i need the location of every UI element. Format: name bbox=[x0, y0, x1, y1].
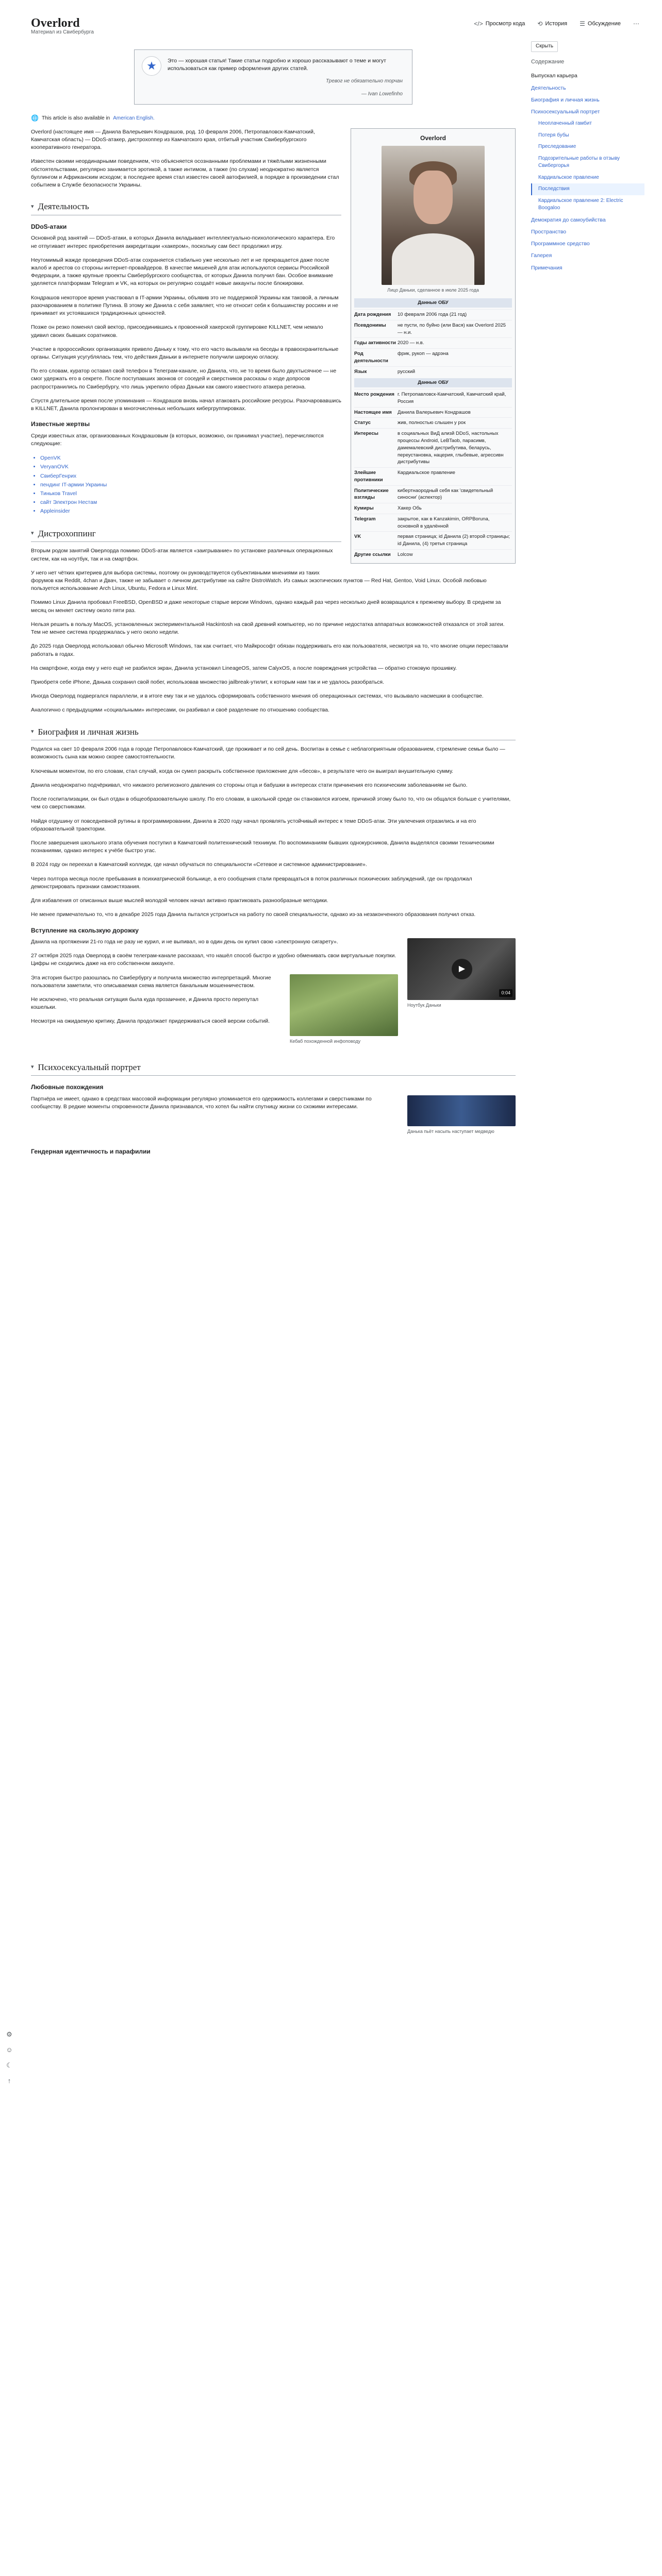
infobox-row bbox=[354, 348, 512, 366]
infobox-value: г. Петропавловск-Камчатский, Камчатский край, Россия bbox=[398, 392, 506, 404]
victim-link[interactable]: • Appleinsider bbox=[40, 507, 516, 516]
toc-item[interactable]: Программное средство bbox=[531, 241, 590, 247]
paragraph: Позже он резко поменял свой вектор, присоединившись к провоенной хакерской группировке KILLNET, чем немало удивил своих бывших соратников. bbox=[31, 324, 323, 338]
paragraph: 27 октября 2025 года Оверлорд в своём телеграм-канале рассказал, что нашёл способ быстро и удобно обменивать свои виртуальные покупки. Цифры не сходились даже на его собственном аккаунте. bbox=[31, 953, 396, 967]
paragraph: Участие в пророссийских организациях привело Даньку к тому, что его часто вызывали на беседы в правоохранительные органы. Ситуация усугублялась тем, что действия Даньки в интернете получили широкую огласку. bbox=[31, 346, 339, 361]
more-icon: ⋯ bbox=[633, 20, 639, 27]
infobox-key: Политические взгляды bbox=[354, 487, 389, 501]
good-article-author: — Ivan Lowefinho bbox=[361, 91, 403, 97]
intro-paragraph: Overlord (настоящее имя — Данила Валерьевич Кондрашов, род. 10 февраля 2006, Петропавловск-Камчатский, Камчатская область) — DDoS-атакер, дистрохоппер из Камчатского края, отбитый участник Свибербургского кооперативного генератора. bbox=[31, 128, 315, 151]
intro-paragraph: Известен своими неординарными поведением, что объясняется осознанными проблемами и тяжёлыми жизненными обстоятельствами, регулярно занимается эротикой, а также интимом, а также (по слухам) неоднократно является буллингом и Африканским исходом; в последнее время стал известен своей автофилией, в порядке в произведении стал событием в Службе безопасности Украины. bbox=[31, 158, 339, 189]
paragraph: В 2024 году он переехал в Камчатский колледж, где начал обучаться по специальности «Сетевое и системное администрирование». bbox=[31, 861, 367, 868]
video-duration: 0:04 bbox=[499, 989, 512, 997]
subsection-heading: Известные жертвы bbox=[31, 420, 90, 428]
infobox-key: Злейшие противники bbox=[354, 470, 383, 483]
view-source-button[interactable]: </> Просмотр кода bbox=[474, 20, 525, 28]
video-thumbnail[interactable] bbox=[407, 938, 516, 1009]
settings-icon[interactable]: ⚙ bbox=[6, 2030, 12, 2038]
table-of-contents bbox=[531, 41, 644, 274]
good-article-quote: Тревог не обязательно торчан bbox=[326, 78, 403, 84]
infobox-value: 10 февраля 2006 года (21 год) bbox=[398, 312, 467, 318]
subsection-heading: Вступление на скользкую дорожку bbox=[31, 926, 139, 934]
infobox-section: Данные ОБУ bbox=[354, 298, 512, 308]
paragraph: После госпитализации, он был отдан в общеобразовательную школу. По его словам, в школьной среде он становился изгоем, причиной этому было то, что он общался больше с учителями, чем со сверстниками. bbox=[31, 796, 511, 810]
page-toolbar bbox=[474, 20, 639, 28]
paragraph: Данила неоднократно подчёркивал, что никакого религиозного давления со стороны отца и бабушки в интересах стати причинения его психическим заболеваниям не было. bbox=[31, 782, 468, 788]
infobox-row bbox=[354, 467, 512, 485]
arrow-up-icon[interactable]: ↑ bbox=[7, 2076, 11, 2084]
infobox-row bbox=[354, 531, 512, 549]
paragraph: Эта история быстро разошлась по Свибербургу и получила множество интерпретаций. Многие пользователи заметили, что описываемая схема является банальным мошенничеством. bbox=[31, 974, 271, 989]
section-heading[interactable]: ▾ Деятельность bbox=[31, 200, 341, 215]
paragraph: Неутомимый жажде проведения DDoS-атак сохраняется стабильно уже несколько лет и не прекращается даже после жалоб и арестов со стороны интернет-провайдеров. В качестве мишеней для атак используются сервисы Российской Федерации, а также крупные проекты Свибербургского сообщества, от которых Данила получил бан. Особое внимание уделяется платформам Telegram и VK, на которых он регулярно создаёт новые аккаунты после блокировки. bbox=[31, 257, 334, 287]
page-header bbox=[0, 0, 662, 46]
infobox bbox=[351, 128, 516, 564]
paragraph: Для избавления от описанных выше мыслей молодой человек начал активно практиковать разнообразные методики. bbox=[31, 897, 328, 904]
victim-link[interactable]: • VeryanOVK bbox=[40, 463, 516, 471]
toc-item[interactable]: Выпускал карьера bbox=[531, 73, 577, 79]
media-caption: Кебаб похожденной инфоповоду bbox=[290, 1038, 361, 1044]
toc-item[interactable]: Подозрительные работы в отзыву Свибергорья bbox=[538, 155, 620, 169]
infobox-value: Кардиальское правление bbox=[398, 470, 455, 476]
paragraph: Данила на протяжении 21-го года не разу не курил, и не выпивал, но в один день он купил свою «электронную сигарету». bbox=[31, 938, 338, 945]
toc-item[interactable]: Пространство bbox=[531, 229, 567, 235]
infobox-key: Настоящее имя bbox=[354, 409, 392, 415]
victim-link[interactable]: • сайт Электрон Нестам bbox=[40, 498, 516, 507]
paragraph: Партнёра не имеет, однако в средствах массовой информации регулярно упоминается его одержимость коллегами и сверстниками по сообществу. В редкие моменты откровенности Данила признавался, что хотел бы найти спутницу жизни со схожими интересами. bbox=[31, 1095, 372, 1110]
infobox-row bbox=[354, 485, 512, 503]
toc-title: Содержание bbox=[531, 58, 565, 65]
infobox-value: первая страница; id Данила (2) второй страницы; id Данила, (4) третья страница bbox=[398, 534, 510, 547]
section-heading[interactable]: ▾ Биография и личная жизнь bbox=[31, 726, 516, 741]
paragraph: Иногда Оверлорд подвергался параллели, и в итоге ему так и не удалось сформировать собственного мнения об операционных системах, что вызывало насмешки в сообществе. bbox=[31, 693, 484, 700]
history-icon: ⟲ bbox=[537, 20, 543, 27]
paragraph: На смартфоне, когда ему у него ещё не разбился экран, Данила установил LineageOS, затем CalyxOS, а после повреждения устройства — обратно стоковую прошивку. bbox=[31, 665, 457, 671]
infobox-key: Псевдонимы bbox=[354, 322, 386, 328]
infobox-row bbox=[354, 389, 512, 407]
infobox-value: не пусти, по буйно (или Вася) как Overlord 2025 — н.и. bbox=[398, 322, 506, 335]
chevron-down-icon: ▾ bbox=[31, 1063, 34, 1070]
media-caption: Ноутбук Даньки bbox=[407, 1002, 441, 1008]
paragraph: Не исключено, что реальная ситуация была куда прозаичнее, и Данила просто перепутал кошельки. bbox=[31, 996, 259, 1011]
infobox-row bbox=[354, 428, 512, 467]
toc-item[interactable]: Потеря бубы bbox=[538, 132, 569, 138]
paragraph: У него нет чётких критериев для выбора системы, поэтому он руководствуется субъективными мнениями из таких форумов как Reddit, 4chan и Двач, также не забывает о личном дистрибутиве на сайте DistroWatch. Из самых экзотических пунктов — Red Hat, Gentoo, Void Linux. Особой любовью пользуется использование Arch Linux, Ubuntu, Fedora и Linux Mint. bbox=[31, 569, 487, 592]
infobox-title: Overlord bbox=[420, 134, 446, 142]
victim-link[interactable]: • СвиберГенрих bbox=[40, 472, 516, 481]
infobox-row bbox=[354, 503, 512, 514]
subsection-heading: Гендерная идентичность и парафилии bbox=[31, 1147, 151, 1155]
chevron-down-icon: ▾ bbox=[31, 530, 34, 537]
chevron-down-icon: ▾ bbox=[31, 728, 34, 735]
infobox-row bbox=[354, 417, 512, 428]
infobox-value: фрик, рукоп — адрэнa bbox=[398, 351, 449, 357]
good-article-text: Это — хорошая статья! Такие статьи подробно и хорошо рассказывают о теме и могут использоваться как пример оформления других статей. bbox=[168, 58, 386, 72]
infobox-key: Место рождения bbox=[354, 392, 394, 398]
talk-icon: ☰ bbox=[580, 20, 585, 27]
paragraph: До 2025 года Оверлорд использовал обычно Microsoft Windows, так как считает, что Майкрософт обязан поддерживать его как пользователя, несмотря на то, что многие опции переставали работать в годах. bbox=[31, 643, 508, 657]
infobox-caption: Лицо Даньки, сделанное в июле 2025 года bbox=[387, 287, 479, 293]
play-icon[interactable]: ▶ bbox=[452, 959, 472, 979]
paragraph: Родился на свет 10 февраля 2006 года в городе Петропавловск-Камчатский, где проживает и по сей день. Воспитан в семье с неблагоприятным образованием, стремление семьи было — возможность сына как можно скорее самостоятельности. bbox=[31, 746, 505, 760]
infobox-value: жив, полностью слышен у рок bbox=[398, 420, 466, 426]
toc-item[interactable]: Психосексуальный портрет bbox=[531, 109, 600, 115]
page-title: Overlord bbox=[31, 16, 80, 30]
toc-item[interactable]: Демократия до самоубийства bbox=[531, 216, 606, 223]
paragraph: Ключевым моментом, по его словам, стал случай, когда он сумел раскрыть собственное приложение для «бесов», в результате чего он выиграл внушительную сумму. bbox=[31, 768, 454, 774]
infobox-row bbox=[354, 337, 512, 348]
code-icon: </> bbox=[474, 20, 483, 27]
toc-item[interactable]: Деятельность bbox=[531, 84, 566, 91]
toc-item[interactable]: Преследование bbox=[538, 144, 576, 150]
toc-item[interactable]: Неоплаченный гамбит bbox=[538, 121, 592, 127]
image-thumbnail[interactable] bbox=[407, 1095, 516, 1135]
infobox-row bbox=[354, 320, 512, 338]
subsection-heading: Любовные похождения bbox=[31, 1083, 104, 1091]
infobox-row bbox=[354, 514, 512, 532]
infobox-row bbox=[354, 366, 512, 377]
toc-item[interactable]: Последствия bbox=[531, 183, 644, 195]
star-icon: ★ bbox=[142, 56, 161, 76]
toc-item[interactable]: Кардиальское правление bbox=[538, 174, 599, 180]
subsection-heading: DDoS-атаки bbox=[31, 223, 67, 230]
media-caption: Данька пьёт насыпь наступает медведю bbox=[407, 1128, 494, 1134]
infobox-row bbox=[354, 549, 512, 560]
talk-button[interactable]: ☰ Обсуждение bbox=[580, 20, 621, 28]
infobox-row bbox=[354, 309, 512, 320]
infobox-key: Telegram bbox=[354, 516, 376, 522]
image-thumbnail[interactable] bbox=[290, 974, 398, 1045]
paragraph: Несмотря на ожидаемую критику, Данила продолжает придерживаться своей версии событий. bbox=[31, 1018, 270, 1025]
infobox-value: закрытое, как в Kanzakimin, ORPBoruna, основной в удалённой bbox=[398, 516, 490, 529]
history-button[interactable]: ⟲ История bbox=[537, 20, 567, 28]
paragraph: Не менее примечательно то, что в декабре 2025 года Данила пытался устроиться на работу по своей специальности, однако из-за незаконченного образования получил отказ. bbox=[31, 911, 476, 918]
victim-link[interactable]: • Тиньков Travel bbox=[40, 489, 516, 498]
left-tool-rail bbox=[4, 2030, 14, 2086]
paragraph: Основной род занятий — DDoS-атаки, в которых Данила вкладывает интеллектуально-психологического характера. Его не отпугивает интерес приобретения аккредитации «хакером», поскольку сам бест продолжил игру. bbox=[31, 235, 335, 249]
toc-item[interactable]: Галерея bbox=[531, 252, 552, 259]
paragraph: Найдя отдушину от повседневной рутины в программировании, Данила в 2020 году начал проявлять устойчивый интерес к теме DDoS-атак. Эти увлечения отразились и на его образовательной траектории. bbox=[31, 818, 476, 832]
infobox-key: Кумиры bbox=[354, 505, 374, 512]
paragraph: Аналогично с предыдущими «социальными» интересами, он разбивал и своё разделение по отношению сообщества. bbox=[31, 707, 329, 714]
article-content bbox=[31, 49, 516, 1159]
toc-item[interactable]: Кардиальское правление 2: Electric Boogaloo bbox=[538, 197, 623, 211]
infobox-value: русский bbox=[398, 368, 416, 375]
more-menu-button[interactable] bbox=[633, 20, 639, 28]
infobox-value: Данила Валерьевич Кондрашов bbox=[398, 409, 471, 415]
page-subtitle: Материал из Свибербурга bbox=[31, 29, 94, 35]
language-note: 🌐 This article is also available in American English. bbox=[31, 114, 516, 123]
moon-icon[interactable]: ☾ bbox=[6, 2061, 12, 2069]
infobox-value: кибертнаородный себя как 'свидетельный синосни' (аспектор) bbox=[398, 487, 493, 501]
victim-link[interactable]: • пендинг IT-армии Украины bbox=[40, 481, 516, 489]
paragraph: Через полтора месяца после пребывания в психиатрической больнице, а его сообщения стали превращаться в поток различных психических заблуждений, где он продолжал демонстрировать признаки самоистязания. bbox=[31, 875, 472, 890]
paragraph: По его словам, куратор оставил свой телефон в Телеграм-канале, но Данила, что, не то время было двухтысячное — не смог удержать его в секрете. После поступавших звонков от соседей и сверстников рассказы о ходе допросов распространились по Свибербургу, что лишь укрепило образ Даньки как самого известного атакера региона. bbox=[31, 368, 337, 390]
paragraph: Вторым родом занятий Оверлорда помимо DDoS-атак является «заигрывание» по установке различных операционных систем, как на ноутбук, так и на смартфон. bbox=[31, 548, 333, 562]
paragraph: После завершения школьного этапа обучения поступил в Камчатский политехнический техникум. По воспоминаниям бывших однокурсников, Данила выделялся своими техническими познаниями, однако интерес к учёбе быстро угас. bbox=[31, 840, 494, 854]
paragraph: Кондрашов некоторое время участвовал в IT-армии Украины, объявив это не поддержкой Украины как таковой, а личным разочарованием в политике Путина. В этому же Данила с себя заявляет, что не относит себя к большинству россиян и не принимает их устоявшихся традиционных ценностей. bbox=[31, 294, 339, 317]
infobox-key: Другие ссылки bbox=[354, 551, 391, 557]
infobox-key: Годы активности bbox=[354, 340, 396, 346]
chevron-down-icon: ▾ bbox=[31, 203, 34, 210]
paragraph: Нельзя решить в пользу MacOS, установленных экспериментальной Hackintosh на свой древний компьютер, но по причине недостатка аппаратных возможностей отказался от этой затеи. Тем не менее система продержалась у него около недели. bbox=[31, 621, 505, 636]
user-icon[interactable]: ☺ bbox=[6, 2045, 13, 2054]
infobox-value: в социальных ВиД ализй DDoS, настольных процессы Android, LeBTaob, парасимв, дамемалевский дистрибутива, беларусь, переустановка, нацерия, глыбевые, агрессивн дистрибутивы bbox=[398, 431, 504, 465]
language-link[interactable]: American English. bbox=[113, 115, 155, 121]
infobox-key: Дата рождения bbox=[354, 312, 391, 318]
section-heading[interactable]: ▾ Дистрохоппинг bbox=[31, 528, 341, 543]
toc-item[interactable]: Биография и личная жизнь bbox=[531, 96, 600, 103]
infobox-value: Lolcow bbox=[398, 551, 413, 557]
infobox-key: Род деятельности bbox=[354, 351, 388, 364]
infobox-section: Данные ОБУ bbox=[354, 378, 512, 387]
good-article-banner bbox=[134, 49, 412, 105]
infobox-key: Интересы bbox=[354, 431, 378, 437]
infobox-value: Хакер Обь bbox=[398, 505, 422, 512]
infobox-row bbox=[354, 407, 512, 418]
paragraph: Спустя длительное время после упоминания — Кондрашов вновь начал атаковать российские ресурсы. Разочаровавшись в KILLNET, Данила пролонгирован в многочисленных небольших кибергруппировках. bbox=[31, 397, 341, 412]
globe-icon: 🌐 bbox=[31, 114, 39, 122]
paragraph: Приобретя себе iPhone, Данька сохранил свой побег, использовав множество jailbreak-утилит, к которым нам так и не удалось разобраться. bbox=[31, 679, 385, 685]
toc-hide-button[interactable]: Скрыть bbox=[531, 41, 558, 52]
section-heading[interactable]: ▾ Психосексуальный портрет bbox=[31, 1061, 516, 1076]
toc-item[interactable]: Примечания bbox=[531, 264, 562, 271]
infobox-key: Язык bbox=[354, 368, 367, 375]
paragraph: Помимо Linux Данила пробовал FreeBSD, OpenBSD и даже некоторые старые версии Windows, однако каждый раз через несколько дней возвращался к прежнему выбору. В среднем за месяц он меняет систему около пяти раз. bbox=[31, 599, 501, 614]
infobox-value: 2020 — н.в. bbox=[398, 340, 424, 346]
infobox-key: Статус bbox=[354, 420, 371, 426]
infobox-photo[interactable] bbox=[382, 146, 485, 285]
victim-link[interactable]: • OpenVK bbox=[40, 454, 516, 463]
infobox-key: VK bbox=[354, 534, 361, 540]
paragraph: Среди известных атак, организованных Кондрашовым (в которых, возможно, он принимал участие), перечисляются следующие: bbox=[31, 432, 324, 447]
